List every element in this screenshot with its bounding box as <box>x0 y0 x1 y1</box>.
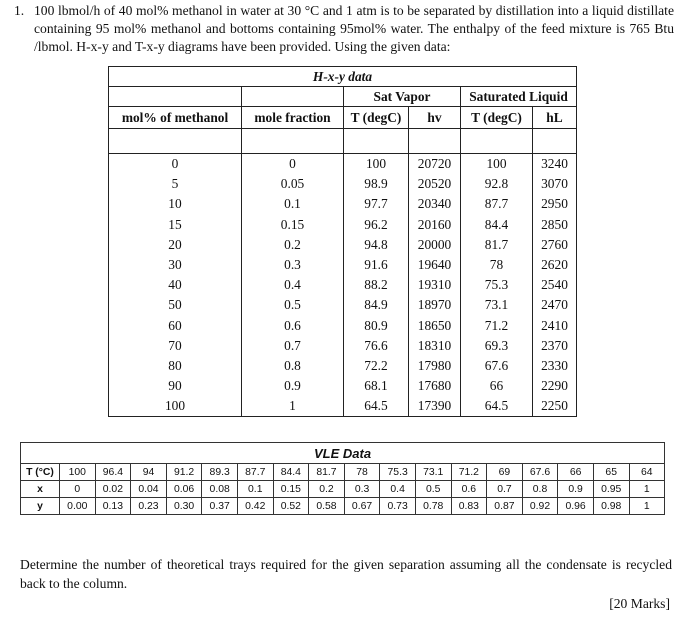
table-cell: 20720 <box>409 154 461 175</box>
table-cell: 2370 <box>533 336 577 356</box>
vle-cell: 0.7 <box>487 481 523 498</box>
table-cell: 15 <box>109 215 242 235</box>
vle-cell: 0.73 <box>380 498 416 515</box>
table-cell: 20340 <box>409 194 461 214</box>
table-row <box>109 295 577 315</box>
column-header: T (degC) <box>344 107 409 129</box>
table-cell: 100 <box>344 154 409 175</box>
vle-row-label: x <box>21 481 60 498</box>
table-cell: 18970 <box>409 295 461 315</box>
table-cell: 92.8 <box>461 174 533 194</box>
table-cell: 0.4 <box>242 275 344 295</box>
vle-cell: 0.92 <box>522 498 558 515</box>
table-row <box>109 174 577 194</box>
table-cell: 18650 <box>409 316 461 336</box>
table-cell: 76.6 <box>344 336 409 356</box>
table-cell: 80.9 <box>344 316 409 336</box>
vle-cell: 66 <box>558 464 594 481</box>
table-row <box>109 154 577 175</box>
table-cell: 0.5 <box>242 295 344 315</box>
table-cell: 17980 <box>409 356 461 376</box>
table-row <box>109 255 577 275</box>
vle-cell: 0.23 <box>131 498 167 515</box>
table-cell: 96.2 <box>344 215 409 235</box>
table-cell: 17680 <box>409 376 461 396</box>
table-cell: 64.5 <box>344 396 409 417</box>
table-cell: 72.2 <box>344 356 409 376</box>
table-cell: 81.7 <box>461 235 533 255</box>
table-cell: 91.6 <box>344 255 409 275</box>
vle-row-label: T (°C) <box>21 464 60 481</box>
table-row <box>109 376 577 396</box>
table-cell: 2330 <box>533 356 577 376</box>
vle-cell: 0.58 <box>309 498 345 515</box>
hxy-table-title: H-x-y data <box>109 67 577 87</box>
vle-cell: 0.95 <box>593 481 629 498</box>
vle-cell: 0.30 <box>166 498 202 515</box>
table-cell: 0.6 <box>242 316 344 336</box>
table-cell: 50 <box>109 295 242 315</box>
column-header: hL <box>533 107 577 129</box>
table-cell: 97.7 <box>344 194 409 214</box>
table-cell: 20000 <box>409 235 461 255</box>
table-cell: 20520 <box>409 174 461 194</box>
vle-cell: 0.96 <box>558 498 594 515</box>
column-header: mol% of methanol <box>109 107 242 129</box>
table-cell: 0.05 <box>242 174 344 194</box>
vle-cell: 0.15 <box>273 481 309 498</box>
vle-cell: 0.5 <box>415 481 451 498</box>
table-cell: 0.9 <box>242 376 344 396</box>
vle-row <box>21 481 665 498</box>
vle-cell: 0.00 <box>60 498 96 515</box>
vle-cell: 67.6 <box>522 464 558 481</box>
vle-cell: 0.4 <box>380 481 416 498</box>
table-cell: 40 <box>109 275 242 295</box>
table-cell: 69.3 <box>461 336 533 356</box>
table-cell: 0.2 <box>242 235 344 255</box>
table-cell: 10 <box>109 194 242 214</box>
table-cell: 2470 <box>533 295 577 315</box>
table-cell: 20160 <box>409 215 461 235</box>
table-cell: 0.1 <box>242 194 344 214</box>
table-cell: 100 <box>461 154 533 175</box>
vle-cell: 100 <box>60 464 96 481</box>
vle-cell: 71.2 <box>451 464 487 481</box>
vle-cell: 0.08 <box>202 481 238 498</box>
vle-cell: 0.87 <box>487 498 523 515</box>
vle-cell: 0.52 <box>273 498 309 515</box>
table-cell: 73.1 <box>461 295 533 315</box>
table-cell: 30 <box>109 255 242 275</box>
table-row <box>109 235 577 255</box>
table-cell: 1 <box>242 396 344 417</box>
table-cell: 84.4 <box>461 215 533 235</box>
vle-cell: 0.9 <box>558 481 594 498</box>
table-cell: 78 <box>461 255 533 275</box>
vle-cell: 0.42 <box>237 498 273 515</box>
table-cell: 64.5 <box>461 396 533 417</box>
vle-cell: 1 <box>629 498 665 515</box>
table-cell: 0.3 <box>242 255 344 275</box>
table-cell: 2950 <box>533 194 577 214</box>
table-cell: 0 <box>109 154 242 175</box>
table-cell: 66 <box>461 376 533 396</box>
vle-row <box>21 498 665 515</box>
table-cell: 19310 <box>409 275 461 295</box>
vle-cell: 65 <box>593 464 629 481</box>
vle-cell: 75.3 <box>380 464 416 481</box>
table-cell: 19640 <box>409 255 461 275</box>
vle-cell: 87.7 <box>237 464 273 481</box>
table-cell: 3070 <box>533 174 577 194</box>
table-row <box>109 194 577 214</box>
vle-cell: 0.8 <box>522 481 558 498</box>
vle-cell: 0.98 <box>593 498 629 515</box>
sat-vapor-header: Sat Vapor <box>344 87 461 107</box>
vle-cell: 0.04 <box>131 481 167 498</box>
table-cell: 0.7 <box>242 336 344 356</box>
table-cell: 67.6 <box>461 356 533 376</box>
table-row <box>109 275 577 295</box>
table-row <box>109 336 577 356</box>
sat-liquid-header: Saturated Liquid <box>461 87 577 107</box>
vle-table-title: VLE Data <box>21 443 665 464</box>
column-header: mole fraction <box>242 107 344 129</box>
vle-cell: 0.78 <box>415 498 451 515</box>
table-cell: 84.9 <box>344 295 409 315</box>
vle-cell: 84.4 <box>273 464 309 481</box>
problem-number: 1. <box>14 3 25 18</box>
problem-statement <box>14 2 674 56</box>
vle-cell: 0.3 <box>344 481 380 498</box>
vle-cell: 89.3 <box>202 464 238 481</box>
column-header: T (degC) <box>461 107 533 129</box>
table-cell: 87.7 <box>461 194 533 214</box>
table-cell: 60 <box>109 316 242 336</box>
table-cell: 2850 <box>533 215 577 235</box>
column-header: hv <box>409 107 461 129</box>
vle-cell: 0 <box>60 481 96 498</box>
table-cell: 2620 <box>533 255 577 275</box>
table-row <box>109 316 577 336</box>
vle-cell: 0.67 <box>344 498 380 515</box>
vle-data-table <box>20 442 665 515</box>
table-cell: 18310 <box>409 336 461 356</box>
table-cell: 0.8 <box>242 356 344 376</box>
table-cell: 2410 <box>533 316 577 336</box>
problem-text: 100 lbmol/h of 40 mol% methanol in water at 30 °C and 1 atm is to be separated by distillation into a liquid distillate containing 95 mol% methanol and bottoms containing 95mol% water. The enthalpy of the feed mixture is 765 Btu /lbmol. H-x-y and T-x-y diagrams have been provided. Using the given data: <box>34 3 674 54</box>
table-row <box>109 215 577 235</box>
table-cell: 80 <box>109 356 242 376</box>
vle-cell: 0.37 <box>202 498 238 515</box>
table-cell: 2290 <box>533 376 577 396</box>
table-cell: 3240 <box>533 154 577 175</box>
table-cell: 17390 <box>409 396 461 417</box>
hxy-data-table <box>108 66 577 417</box>
table-cell: 70 <box>109 336 242 356</box>
table-row <box>109 396 577 417</box>
vle-cell: 0.2 <box>309 481 345 498</box>
vle-cell: 0.06 <box>166 481 202 498</box>
table-cell: 98.9 <box>344 174 409 194</box>
vle-cell: 69 <box>487 464 523 481</box>
table-cell: 71.2 <box>461 316 533 336</box>
table-cell: 2760 <box>533 235 577 255</box>
table-cell: 90 <box>109 376 242 396</box>
vle-cell: 1 <box>629 481 665 498</box>
table-cell: 68.1 <box>344 376 409 396</box>
vle-cell: 91.2 <box>166 464 202 481</box>
vle-cell: 0.83 <box>451 498 487 515</box>
vle-cell: 0.6 <box>451 481 487 498</box>
vle-cell: 0.1 <box>237 481 273 498</box>
vle-cell: 81.7 <box>309 464 345 481</box>
table-cell: 75.3 <box>461 275 533 295</box>
vle-cell: 0.13 <box>95 498 131 515</box>
table-cell: 0 <box>242 154 344 175</box>
table-cell: 2540 <box>533 275 577 295</box>
table-cell: 94.8 <box>344 235 409 255</box>
table-row <box>109 356 577 376</box>
question-text: Determine the number of theoretical trays required for the given separation assuming all the condensate is recycled back to the column. <box>20 557 672 591</box>
vle-cell: 73.1 <box>415 464 451 481</box>
vle-cell: 0.02 <box>95 481 131 498</box>
table-cell: 5 <box>109 174 242 194</box>
table-cell: 88.2 <box>344 275 409 295</box>
table-cell: 0.15 <box>242 215 344 235</box>
vle-row <box>21 464 665 481</box>
table-cell: 100 <box>109 396 242 417</box>
table-cell: 2250 <box>533 396 577 417</box>
vle-cell: 78 <box>344 464 380 481</box>
vle-cell: 94 <box>131 464 167 481</box>
vle-cell: 64 <box>629 464 665 481</box>
vle-row-label: y <box>21 498 60 515</box>
marks-label: [20 Marks] <box>609 596 670 611</box>
table-cell: 20 <box>109 235 242 255</box>
vle-cell: 96.4 <box>95 464 131 481</box>
